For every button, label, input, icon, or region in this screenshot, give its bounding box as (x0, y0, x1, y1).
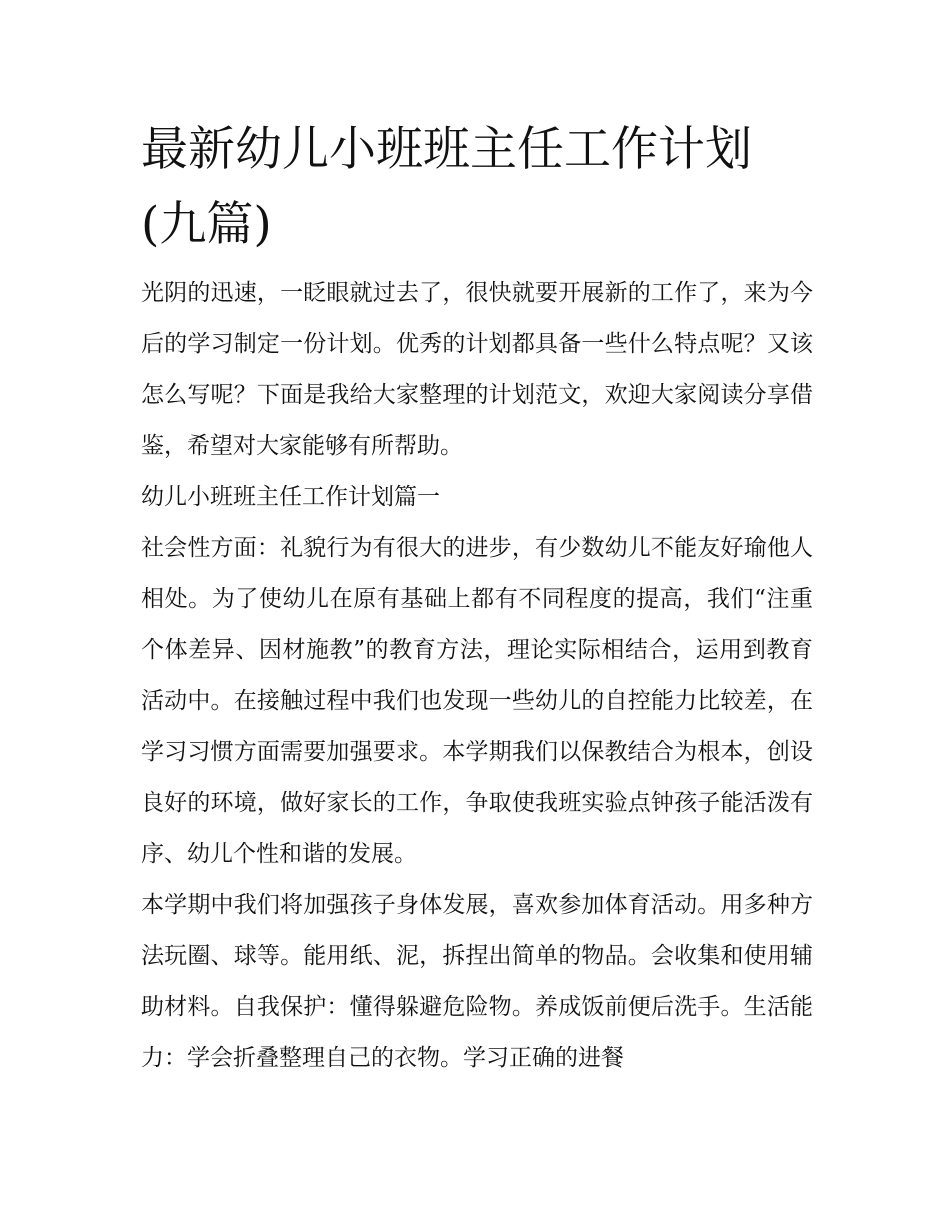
document-title: 最新幼儿小班班主任工作计划(九篇) (141, 122, 752, 252)
section-heading: 幼儿小班班主任工作计划篇一 (141, 484, 440, 510)
body-paragraph-2: 本学期中我们将加强孩子身体发展，喜欢参加体育活动。用多种方法玩圈、球等。能用纸、泥，拆捏出简单的物品。会收集和使用辅助材料。自我保护：懂得躲避危险物。养成饭前便后洗手。生活能力：学会折叠整理自己的衣物。学习正确的进餐 (141, 892, 813, 1071)
body-paragraph-1: 社会性方面：礼貌行为有很大的进步，有少数幼儿不能友好瑜他人相处。为了使幼儿在原有基础上都有不同程度的提高，我们“注重个体差异、因材施教”的教育方法，理论实际相结合，运用到教育活动中。在接触过程中我们也发现一些幼儿的自控能力比较差，在学习习惯方面需要加强要求。本学期我们以保教结合为根本，创设良好的环境，做好家长的工作，争取使我班实验点钟孩子能活泼有序、幼儿个性和谐的发展。 (141, 535, 813, 867)
intro-paragraph: 光阴的迅速，一眨眼就过去了，很快就要开展新的工作了，来为今后的学习制定一份计划。优秀的计划都具备一些什么特点呢？又该怎么写呢？下面是我给大家整理的计划范文，欢迎大家阅读分享借鉴，希望对大家能够有所帮助。 (141, 280, 813, 459)
document-page (141, 112, 813, 1084)
